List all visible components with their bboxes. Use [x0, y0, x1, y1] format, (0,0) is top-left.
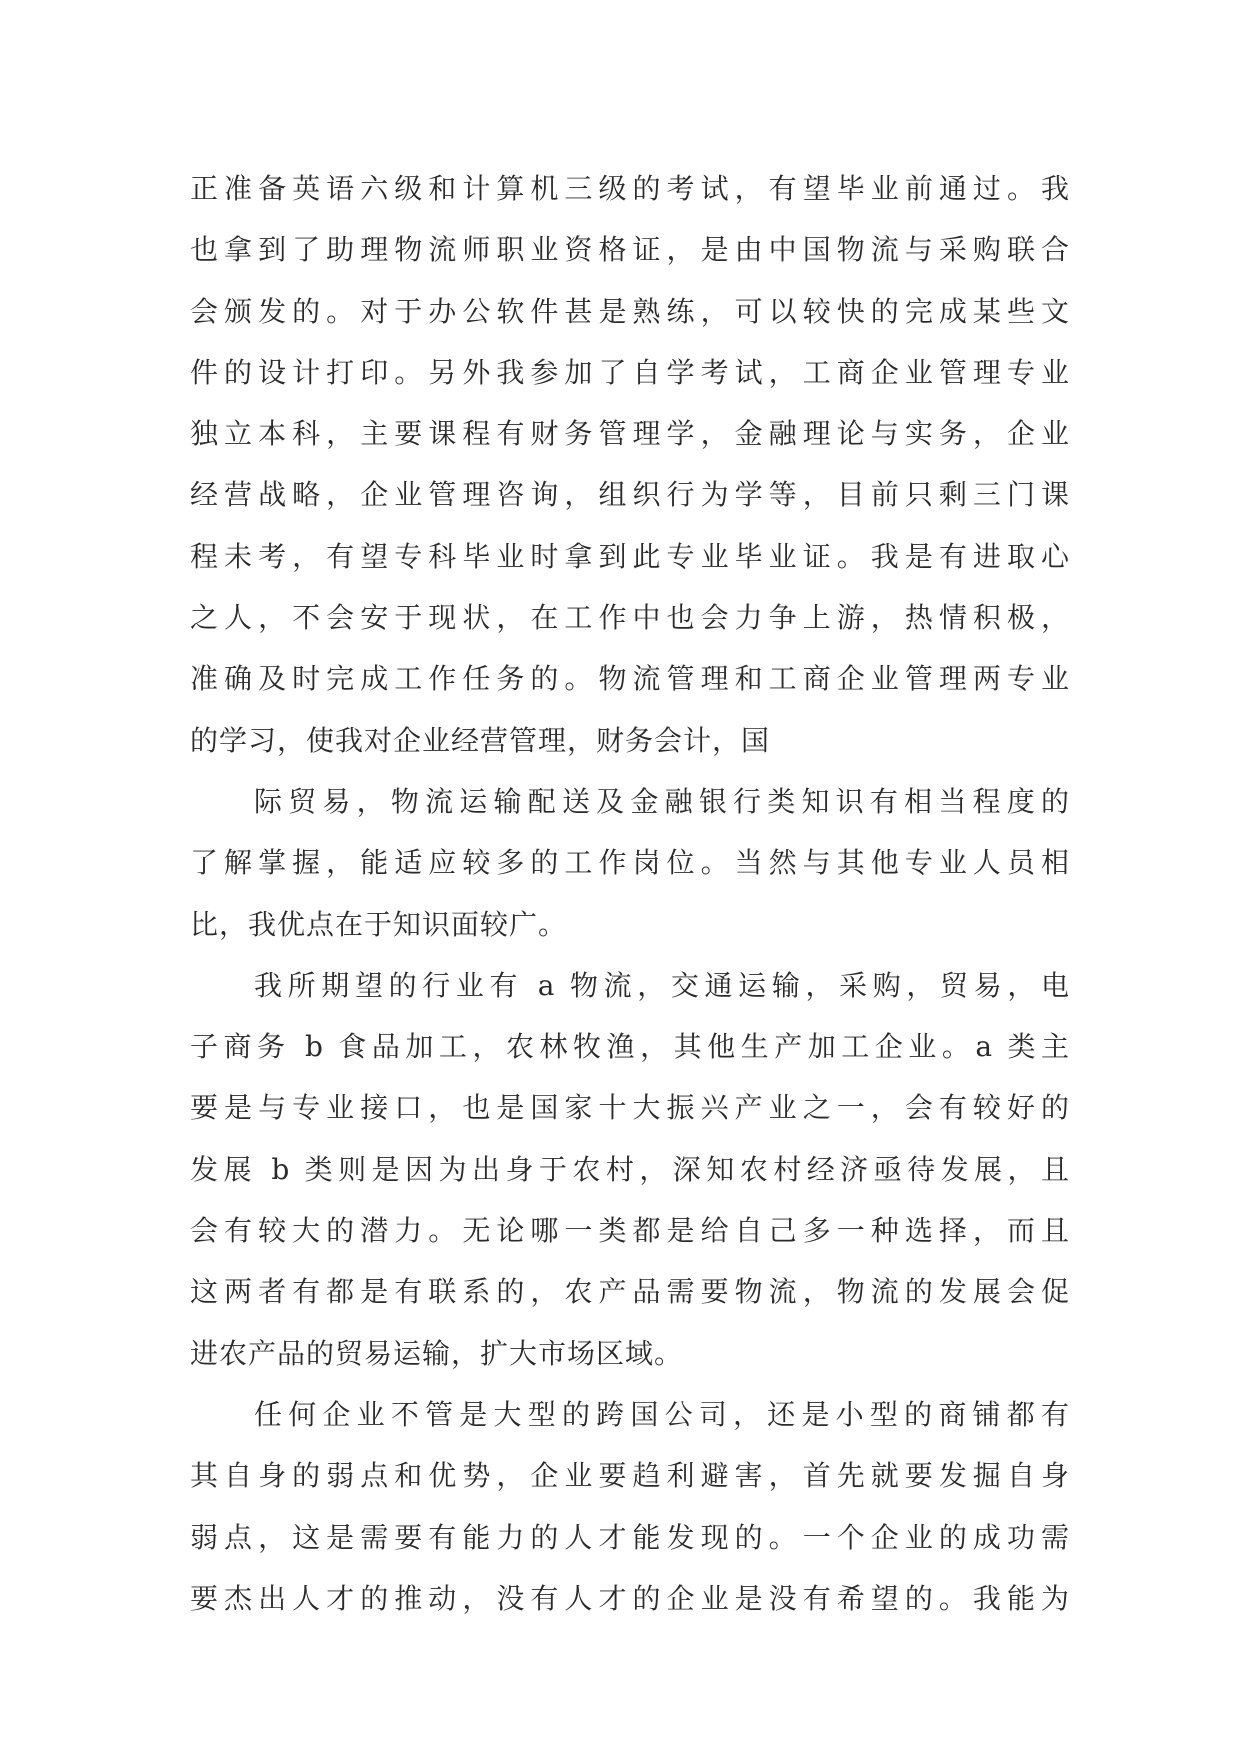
text-line: 弱点，这是需要有能力的人才能发现的。一个企业的成功需	[190, 1520, 1070, 1554]
text-line: 正准备英语六级和计算机三级的考试，有望毕业前通过。我	[190, 172, 1070, 205]
text-line: 准确及时完成工作任务的。物流管理和工商企业管理两专业	[190, 662, 1070, 696]
text-line: 独立本科，主要课程有财务管理学，金融理论与实务，企业	[190, 417, 1070, 451]
text-line: 也拿到了助理物流师职业资格证，是由中国物流与采购联合	[190, 233, 1070, 267]
text-line: 我所期望的行业有 a 物流，交通运输，采购，贸易，电	[254, 968, 1070, 1002]
text-line: 的学习，使我对企业经营管理，财务会计，国	[190, 723, 771, 757]
body-text	[190, 158, 1070, 1629]
text-line: 这两者有都是有联系的，农产品需要物流，物流的发展会促	[190, 1275, 1070, 1309]
text-line: 际贸易，物流运输配送及金融银行类知识有相当程度的	[254, 784, 1070, 818]
text-line: 发展 b 类则是因为出身于农村，深知农村经济亟待发展，且	[190, 1152, 1070, 1186]
text-line: 要杰出人才的推动，没有人才的企业是没有希望的。我能为	[190, 1581, 1070, 1615]
text-line: 比，我优点在于知识面较广。	[190, 907, 568, 941]
text-line: 会有较大的潜力。无论哪一类都是给自己多一种选择，而且	[190, 1214, 1070, 1248]
text-line: 任何企业不管是大型的跨国公司，还是小型的商铺都有	[254, 1397, 1070, 1431]
text-line: 经营战略，企业管理咨询，组织行为学等，目前只剩三门课	[190, 478, 1070, 512]
text-line: 之人，不会安于现状，在工作中也会力争上游，热情积极，	[190, 601, 1070, 635]
text-line: 会颁发的。对于办公软件甚是熟练，可以较快的完成某些文	[190, 294, 1070, 328]
text-line: 了解掌握，能适应较多的工作岗位。当然与其他专业人员相	[190, 846, 1070, 880]
text-line: 子商务 b 食品加工，农林牧渔，其他生产加工企业。a 类主	[190, 1030, 1070, 1064]
text-line: 其自身的弱点和优势，企业要趋利避害，首先就要发掘自身	[190, 1459, 1070, 1493]
text-line: 进农产品的贸易运输，扩大市场区域。	[190, 1336, 684, 1370]
text-line: 件的设计打印。另外我参加了自学考试，工商企业管理专业	[190, 355, 1070, 389]
text-line: 要是与专业接口，也是国家十大振兴产业之一，会有较好的	[190, 1091, 1070, 1125]
text-line: 程未考，有望专科毕业时拿到此专业毕业证。我是有进取心	[190, 539, 1070, 573]
